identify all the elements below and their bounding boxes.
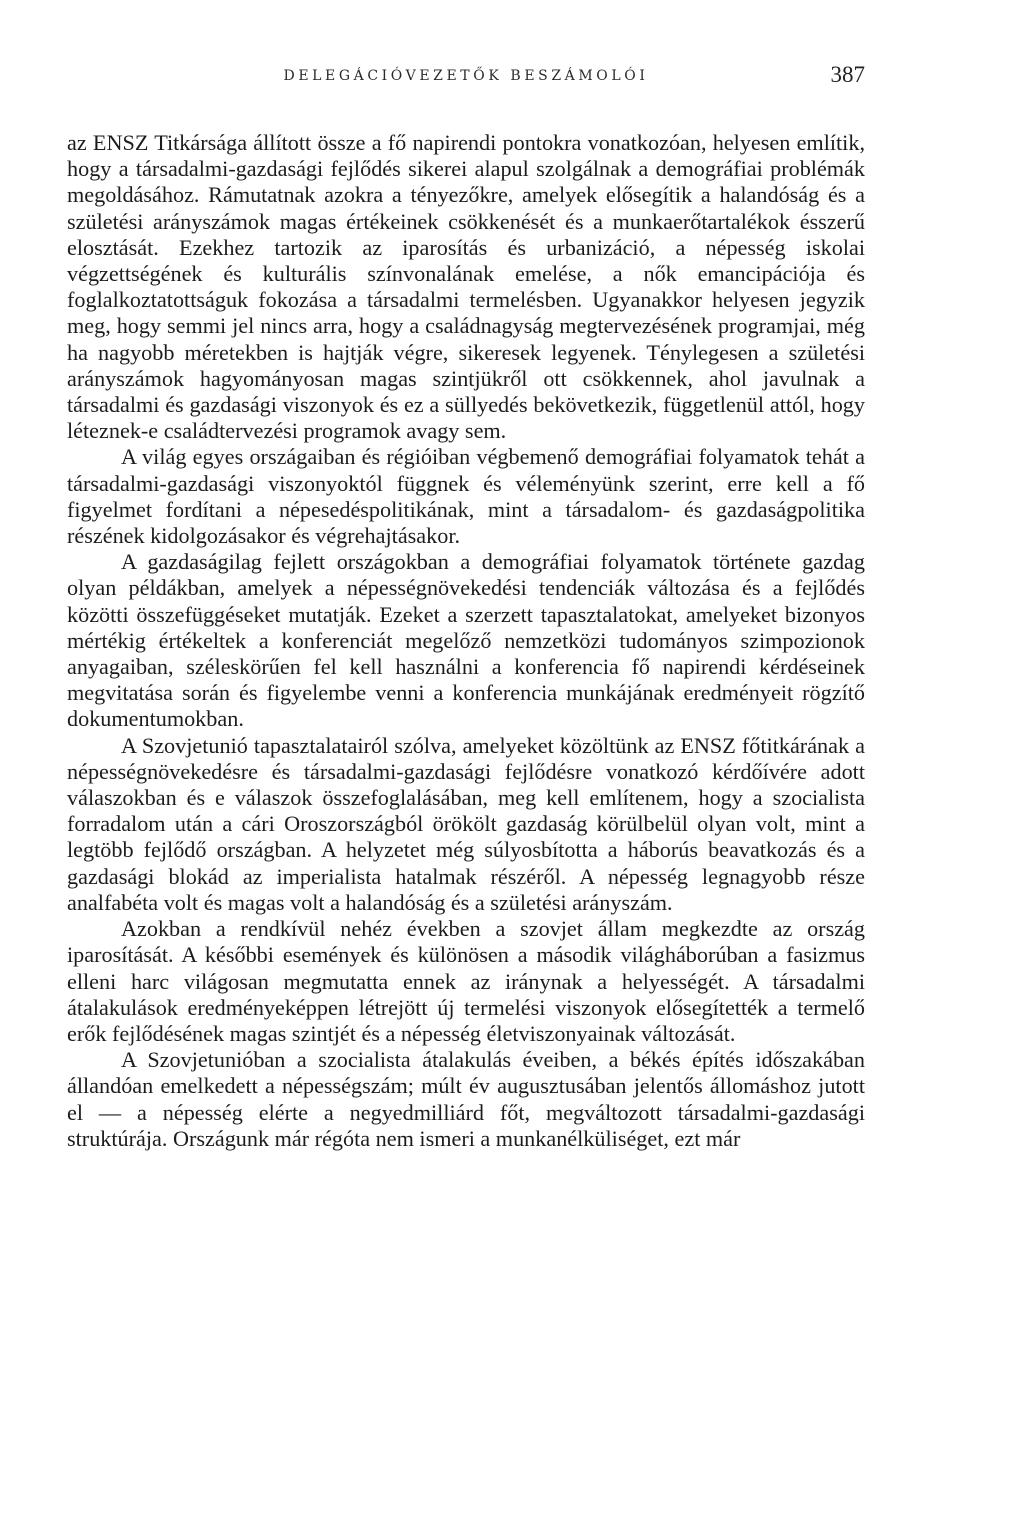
body-text [67,130,865,1152]
paragraph: A világ egyes országaiban és régióiban végbemenő demográfiai folyamatok tehát a társadalmi-gazdasági viszonyoktól függnek és véleményünk szerint, erre kell a fő figyelmet fordítani a népesedéspolitikának, mint a társadalom- és gazdaságpolitika részének kidolgozásakor és végrehajtásakor. [67,444,865,549]
paragraph: Azokban a rendkívül nehéz években a szovjet állam megkezdte az ország iparosítását. A későbbi események és különösen a második világháborúban a fasizmus elleni harc világosan megmutatta ennek az iránynak a helyességét. A társadalmi átalakulások eredményeképpen létrejött új termelési viszonyok elősegítették a termelő erők fejlődésének magas szintjét és a népesség életviszonyainak változását. [67,916,865,1046]
document-page [67,62,865,1152]
running-title: DELEGÁCIÓVEZETŐK BESZÁMOLÓI [283,68,649,84]
running-header [67,62,865,102]
paragraph: A Szovjetunióban a szocialista átalakulás éveiben, a békés építés időszakában állandóan emelkedett a népességszám; múlt év augusztusában jelentős állomáshoz jutott el — a népesség elérte a negyedmilliárd főt, megváltozott társadalmi-gazdasági struktúrája. Országunk már régóta nem ismeri a munkanélküliséget, ezt már [67,1047,865,1151]
paragraph: A Szovjetunió tapasztalatairól szólva, amelyeket közöltünk az ENSZ főtitkárának a népességnövekedésre és társadalmi-gazdasági fejlődésre vonatkozó kérdőívére adott válaszokban és e válaszok összefoglalásában, meg kell említenem, hogy a szocialista forradalom után a cári Oroszországból örökölt gazdaság körülbelül olyan volt, mint a legtöbb fejlődő országban. A helyzetet még súlyosbította a háborús beavatkozás és a gazdasági blokád az imperialista hatalmak részéről. A népesség legnagyobb része analfabéta volt és magas volt a halandóság és a születési arányszám. [67,732,865,915]
paragraph: A gazdaságilag fejlett országokban a demográfiai folyamatok története gazdag olyan példákban, amelyek a népességnövekedési tendenciák változása és a fejlődés közötti összefüggéseket mutatják. Ezeket a szerzett tapasztalatokat, amelyeket bizonyos mértékig értékeltek a konferenciát megelőző nemzetközi tudományos szimpozionok anyagaiban, széleskörűen fel kell használni a konferencia fő napirendi kérdéseinek megvitatása során és figyelembe venni a konferencia munkájának eredményeit rögzítő dokumentumokban. [67,549,865,732]
paragraph-continued: az ENSZ Titkársága állított össze a fő napirendi pontokra vonatkozóan, helyesen említik, hogy a társadalmi-gazdasági fejlődés sikerei alapul szolgálnak a demográfiai problémák megoldásához. Rámutatnak azokra a tényezőkre, amelyek elősegítik a halandóság és a születési arányszámok magas értékeinek csökkenését és a munkaerőtartalékok ésszerű elosztását. Ezekhez tartozik az iparosítás és urbanizáció, a népesség iskolai végzettségének és kulturális színvonalának emelése, a nők emancipációja és foglalkoztatottságuk fokozása a társadalmi termelésben. Ugyanakkor helyesen jegyzik meg, hogy semmi jel nincs arra, hogy a családnagyság megtervezésének programjai, még ha nagyobb méretekben is hajtják végre, sikeresek legyenek. Ténylegesen a születési arányszámok hagyományosan magas szintjükről ott csökkennek, ahol javulnak a társadalmi és gazdasági viszonyok és ez a süllyedés bekövetkezik, függetlenül attól, hogy léteznek-e családtervezési programok avagy sem. [67,130,865,444]
page-number: 387 [830,62,865,87]
